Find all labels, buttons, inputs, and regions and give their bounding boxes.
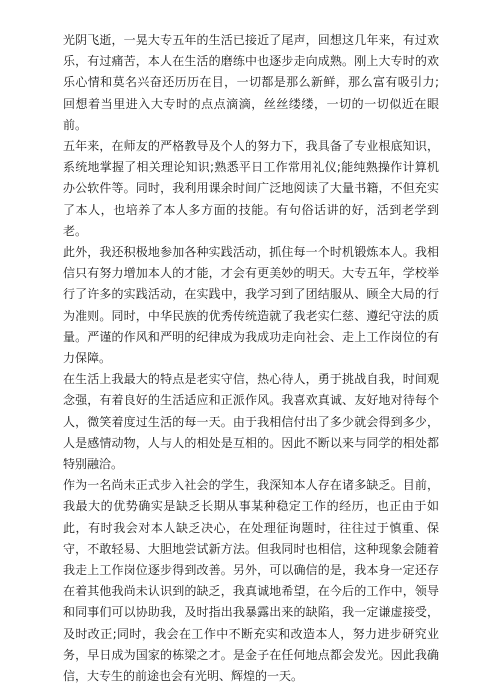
paragraph-2: 五年来，在师友的严格教导及个人的努力下，我具备了专业根底知识，系统地掌握了相关理论知识;熟悉平日工作常用礼仪;能纯熟操作计算机办公软件等。同时，我利用课余时间广泛地阅读了大量书籍，不但充实了本人，也培养了本人多方面的技能。有句俗话讲的好，活到老学到老。 <box>63 139 439 238</box>
document-body <box>63 30 439 687</box>
paragraph-1: 光阴飞逝，一晃大专五年的生活已接近了尾声，回想这几年来，有过欢乐，有过痛苦，本人在生活的磨练中也逐步走向成熟。刚上大专时的欢乐心情和莫名兴奋还历历在目，一切都是那么新鲜，那么富有吸引力;回想着当里进入大专时的点点滴滴，丝丝缕缕，一切的一切似近在眼前。 <box>63 33 439 132</box>
paragraph-4: 在生活上我最大的特点是老实守信，热心待人，勇于挑战自我，时间观念强，有着良好的生活适应和正派作风。我喜欢真诚、友好地对待每个人，微笑着度过生活的每一天。由于我相信付出了多少就会得到多少，人是感情动物，人与人的相处是互相的。因此不断以来与同学的相处都特别融洽。 <box>63 372 439 472</box>
paragraph-3: 此外，我还积极地参加各种实践活动，抓住每一个时机锻炼本人。我相信只有努力增加本人的才能，才会有更美妙的明天。大专五年，学校举行了许多的实践活动，在实践中，我学习到了团结服从、顾全大局的行为准则。同时，中华民族的优秀传统造就了我老实仁慈、遵纪守法的质量。严谨的作风和严明的纪律成为我成功走向社会、走上工作岗位的有力保障。 <box>63 245 439 366</box>
paragraph-5: 作为一名尚未正式步入社会的学生，我深知本人存在诸多缺乏。目前，我最大的优势确实是缺乏长期从事某种稳定工作的经历，也正由于如此，有时我会对本人缺乏决心，在处理征询题时，往往过于慎重、保守，不敢轻易、大胆地尝试新方法。但我同时也相信，这种现象会随着我走上工作岗位逐步得到改善。另外，可以确信的是，我本身一定还存在着其他我尚未认识到的缺乏，我真诚地希望，在今后的工作中，领导和同事们可以协助我，及时指出我暴露出来的缺陷，我一定谦虚接受，及时改正;同时，我会在工作中不断充实和改造本人，努力进步研究业务，早日成为国家的栋梁之才。是金子在任何地点都会发光。因此我确信，大专生的前途也会有光明、辉煌的一天。 <box>63 478 439 684</box>
